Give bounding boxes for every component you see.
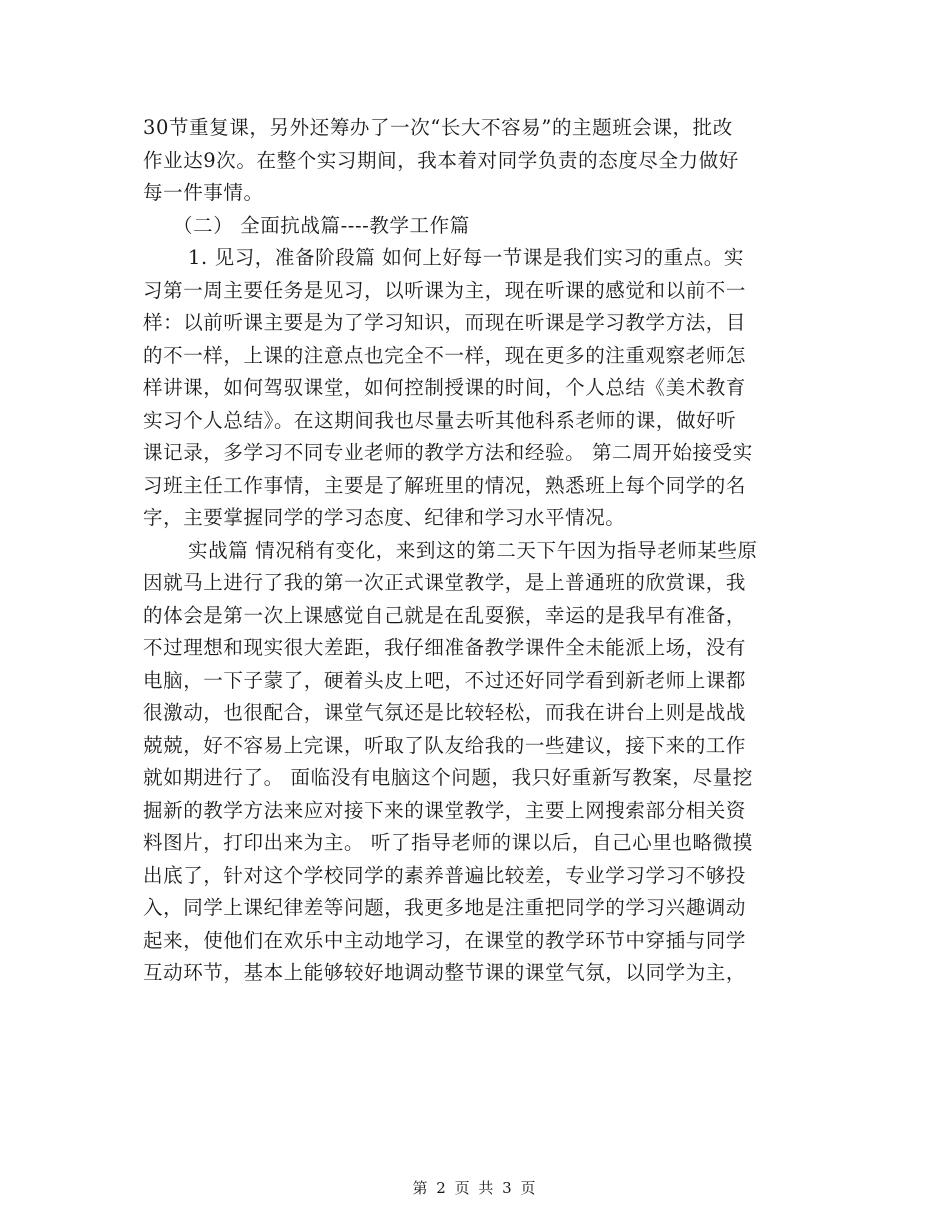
- text-line: 样：以前听课主要是为了学习知识，而现在听课是学习教学方法，目: [143, 311, 747, 334]
- text-line: 互动环节，基本上能够较好地调动整节课的课堂气氛，以同学为主，: [143, 961, 747, 984]
- text-line: 习班主任工作事情，主要是了解班里的情况，熟悉班上每个同学的名: [143, 473, 747, 497]
- text-line: 很激动，也很配合，课堂气氛还是比较轻松，而我在讲台上则是战战: [143, 701, 747, 724]
- body-text: [143, 112, 813, 990]
- text-line: 样讲课，如何驾驭课堂，如何控制授课的时间，个人总结《美术教育: [143, 376, 747, 399]
- text-line: 因就马上进行了我的第一次正式课堂教学，是上普通班的欣赏课，我: [143, 571, 747, 594]
- text-line: 30节重复课，另外还筹办了一次“长大不容易”的主题班会课，批改: [143, 116, 733, 139]
- text-line: 1. 见习，准备阶段篇 如何上好每一节课是我们实习的重点。实: [188, 246, 745, 269]
- text-line: 电脑，一下子蒙了，硬着头皮上吧，不过还好同学看到新老师上课都: [143, 668, 747, 692]
- text-line: 实习个人总结》。在这期间我也尽量去听其他科系老师的课，做好听: [143, 408, 737, 432]
- text-line: 掘新的教学方法来应对接下来的课堂教学，主要上网搜索部分相关资: [143, 798, 747, 822]
- text-line: 实战篇 情况稍有变化，来到这的第二天下午因为指导老师某些原: [188, 538, 758, 562]
- text-line: 作业达9次。在整个实习期间，我本着对同学负责的态度尽全力做好: [143, 148, 739, 172]
- page-number-footer: 第 2 页 共 3 页: [412, 1179, 538, 1197]
- section-heading: （二） 全面抗战篇----教学工作篇: [173, 213, 470, 237]
- text-line: 不过理想和现实很大差距，我仔细准备教学课件全未能派上场，没有: [143, 636, 747, 659]
- text-line: 字，主要掌握同学的学习态度、纪律和学习水平情况。: [143, 506, 626, 529]
- text-line: 料图片，打印出来为主。 听了指导老师的课以后，自己心里也略微摸: [143, 831, 753, 854]
- text-line: 习第一周主要任务是见习，以听课为主，现在听课的感觉和以前不一: [143, 278, 747, 302]
- text-line: 兢兢，好不容易上完课，听取了队友给我的一些建议，接下来的工作: [143, 733, 747, 757]
- text-line: 课记录，多学习不同专业老师的教学方法和经验。 第二周开始接受实: [143, 441, 753, 464]
- text-line: 的不一样，上课的注意点也完全不一样，现在更多的注重观察老师怎: [143, 343, 747, 367]
- text-line: 的体会是第一次上课感觉自己就是在乱耍猴，幸运的是我早有准备，: [143, 603, 747, 627]
- text-line: 起来，使他们在欢乐中主动地学习，在课堂的教学环节中穿插与同学: [143, 928, 747, 952]
- text-line: 出底了，针对这个学校同学的素养普遍比较差，专业学习学习不够投: [143, 863, 747, 887]
- text-line: 入，同学上课纪律差等问题，我更多地是注重把同学的学习兴趣调动: [143, 896, 747, 919]
- text-line: 就如期进行了。 面临没有电脑这个问题，我只好重新写教案，尽量挖: [143, 766, 753, 789]
- text-line: 每一件事情。: [143, 181, 264, 204]
